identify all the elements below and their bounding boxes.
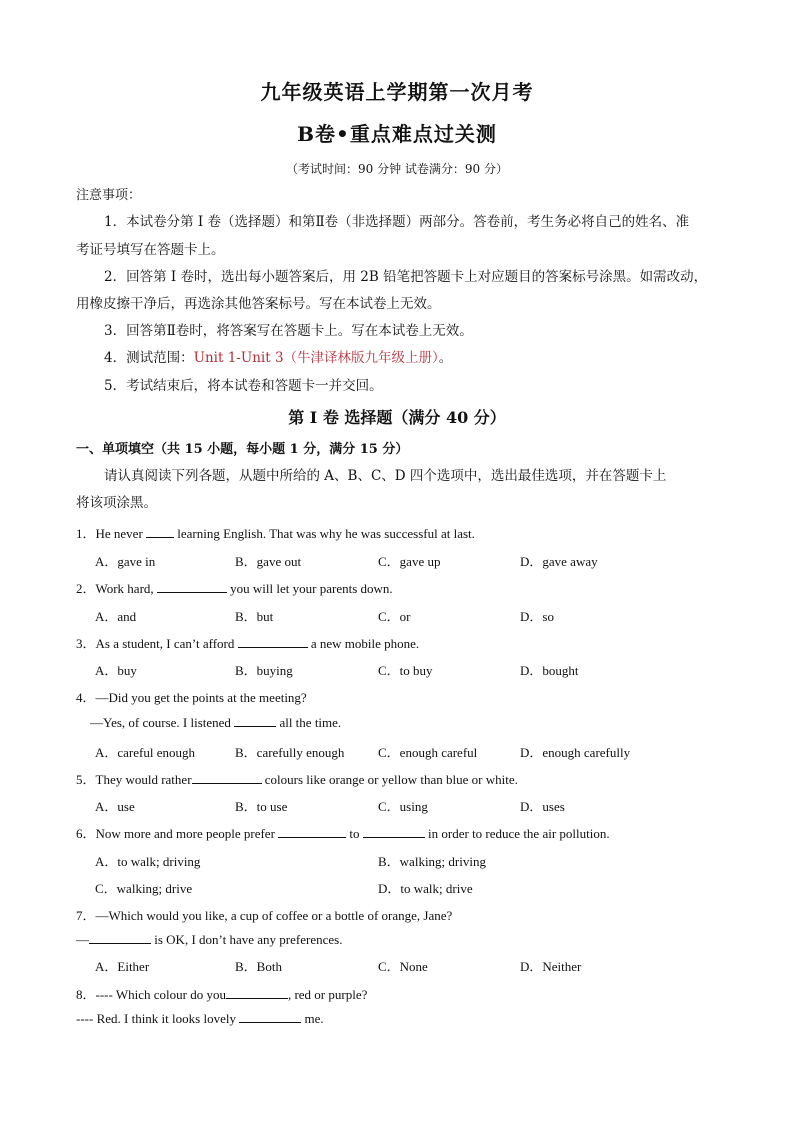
question-6: 6．Now more and more people prefer to in order to reduce the air pollution. [76,826,610,841]
q7-option-c: C．None [378,959,428,974]
note-1-line1: 1．本试卷分第 I 卷（选择题）和第Ⅱ卷（非选择题）两部分。答卷前，考生务必将自己的姓名、准 [104,214,690,230]
notes-heading: 注意事项： [76,188,142,203]
q2-option-b: B．but [235,609,274,624]
question-7: 7．—Which would you like, a cup of coffee or a bottle of orange, Jane? [76,908,453,923]
answer-blank [238,635,308,648]
question-1: 1．He never learning English. That was why he was successful at last. [76,526,475,541]
q4-option-a: A．careful enough [95,745,195,760]
q7-option-b: B．Both [235,959,282,974]
q6-option-d: D．to walk; drive [378,881,473,896]
q6-option-b: B．walking; driving [378,854,486,869]
note-1-line2: 考证号填写在答题卡上。 [76,242,225,258]
note-2-line2: 用橡皮擦干净后，再选涂其他答案标号。写在本试卷上无效。 [76,296,441,312]
q7-option-a: A．Either [95,959,150,974]
q5-option-b: B．to use [235,799,288,814]
q1-option-b: B．gave out [235,554,302,569]
instructions-line2: 将该项涂黑。 [76,495,157,511]
answer-blank [239,1010,301,1023]
q2-option-c: C．or [378,609,411,624]
exam-info: （考试时间：90 分钟 试卷满分：90 分） [286,162,508,176]
question-2: 2．Work hard, you will let your parents down. [76,581,393,596]
question-3: 3．As a student, I can’t afford a new mobile phone. [76,636,420,651]
q1-option-c: C．gave up [378,554,441,569]
note-4-range: Unit 1-Unit 3（牛津译林版九年级上册） [193,350,439,366]
exam-subtitle: B卷•重点难点过关测 [297,122,497,146]
answer-blank [226,986,288,999]
q7-option-d: D．Neither [520,959,582,974]
part-heading: 一、单项填空（共 15 小题，每小题 1 分，满分 15 分） [76,442,409,457]
note-4-suffix: 。 [438,350,453,366]
answer-blank [192,771,262,784]
q1-option-d: D．gave away [520,554,598,569]
answer-blank [89,931,151,944]
q5-option-a: A．use [95,799,135,814]
q3-option-b: B．buying [235,663,293,678]
q4-option-c: C．enough careful [378,745,478,760]
question-7-reply: — is OK, I don’t have any preferences. [76,932,343,947]
q6-option-c: C．walking; drive [95,881,193,896]
answer-blank [278,825,346,838]
note-5: 5．考试结束后，将本试卷和答题卡一并交回。 [104,378,383,394]
q5-option-d: D．uses [520,799,565,814]
question-8: 8．---- Which colour do you , red or purple? [76,987,368,1002]
question-4-reply: —Yes, of course. I listened all the time. [90,715,342,730]
q2-option-a: A．and [95,609,137,624]
q4-option-d: D．enough carefully [520,745,631,760]
note-3: 3．回答第Ⅱ卷时，将答案写在答题卡上。写在本试卷上无效。 [104,323,473,339]
answer-blank [234,714,276,727]
q5-option-c: C．using [378,799,428,814]
q1-option-a: A．gave in [95,554,156,569]
exam-title: 九年级英语上学期第一次月考 [260,80,534,104]
question-4: 4．—Did you get the points at the meeting? [76,690,307,705]
instructions-line1: 请认真阅读下列各题，从题中所给的 A、B、C、D 四个选项中，选出最佳选项，并在答题卡上 [104,468,667,484]
note-2-line1: 2．回答第 I 卷时，选出每小题答案后，用 2B 铅笔把答题卡上对应题目的答案标号涂黑。如需改动， [104,269,708,285]
q3-option-c: C．to buy [378,663,433,678]
answer-blank [146,525,174,538]
note-4 [104,349,452,367]
note-4-prefix: 4．测试范围： [104,350,194,366]
q6-option-a: A．to walk; driving [95,854,201,869]
section-title: 第 I 卷 选择题（满分 40 分） [288,408,506,427]
question-5: 5．They would rather colours like orange or yellow than blue or white. [76,772,518,787]
answer-blank [157,580,227,593]
q2-option-d: D．so [520,609,554,624]
q4-option-b: B．carefully enough [235,745,345,760]
q3-option-a: A．buy [95,663,137,678]
answer-blank [363,825,425,838]
q3-option-d: D．bought [520,663,579,678]
question-8-reply: ---- Red. I think it looks lovely me. [76,1011,324,1026]
